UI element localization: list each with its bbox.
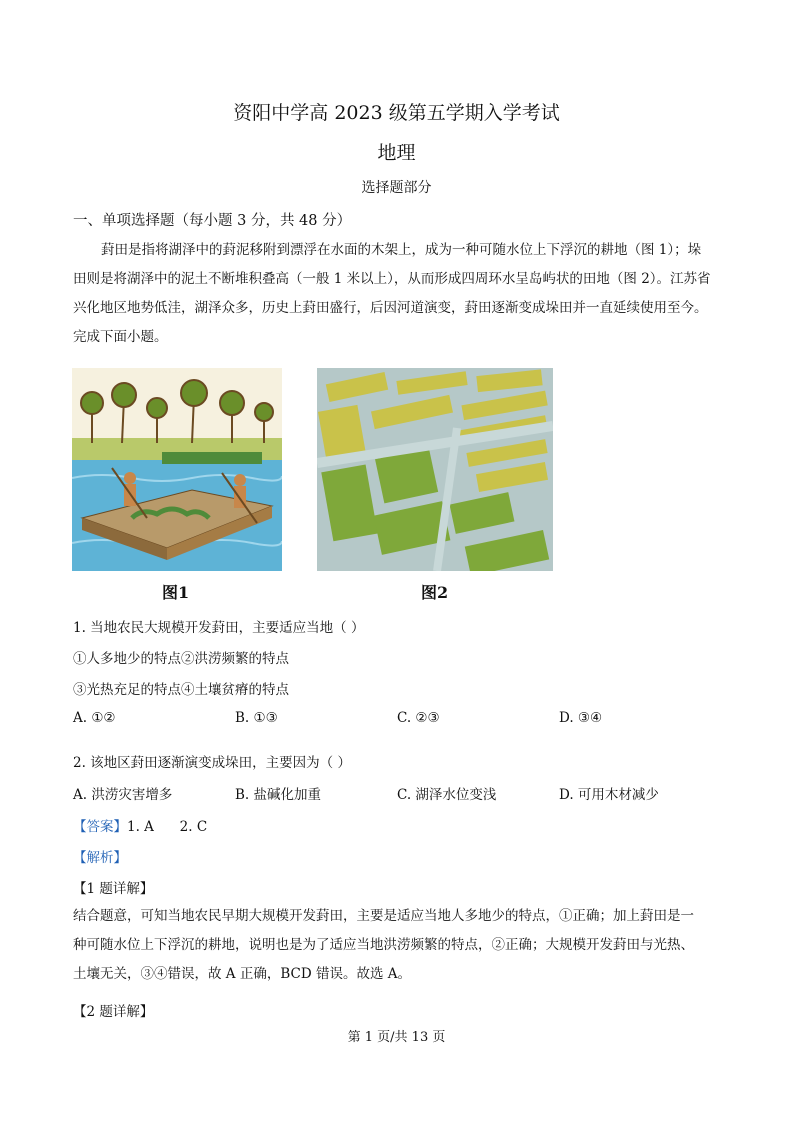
passage (73, 236, 723, 352)
answer-line (73, 815, 207, 835)
figure-1-caption: 图1 (162, 583, 190, 602)
exam-title: 资阳中学高 2023 级第五学期入学考试 (233, 102, 560, 124)
detail-2-tag: 【2 题详解】 (73, 1004, 154, 1020)
detail-line: 种可随水位上下浮沉的耕地，说明也是为了适应当地洪涝频繁的特点，②正确；大规模开发葑田与光热、 (73, 937, 694, 953)
q1-option-b: B. ①③ (235, 710, 278, 726)
figure-2-raised-fields-photo (317, 368, 553, 571)
passage-line: 兴化地区地势低洼，湖泽众多，历史上葑田盛行，后因河道演变，葑田逐渐变成垛田并一直延续使用至今。 (73, 300, 708, 316)
figure-2-caption: 图2 (421, 583, 449, 602)
detail-line: 土壤无关，③④错误，故 A 正确，BCD 错误。故选 A。 (73, 966, 411, 982)
question-1-stem: 1. 当地农民大规模开发葑田，主要适应当地（ ） (73, 620, 365, 636)
q1-option-a: A. ①② (73, 710, 116, 726)
section-heading: 一、单项选择题（每小题 3 分，共 48 分） (73, 213, 352, 229)
page-footer: 第 1 页/共 13 页 (347, 1030, 446, 1045)
passage-line: 完成下面小题。 (73, 329, 168, 345)
figure-1-floating-field-illustration (72, 368, 282, 571)
part-title: 选择题部分 (361, 180, 432, 196)
answer-text: 1. A 2. C (127, 819, 208, 835)
answer-tag: 【答案】 (73, 819, 127, 835)
q1-option-d: D. ③④ (559, 710, 603, 726)
q1-option-c: C. ②③ (397, 710, 440, 726)
detail-1-tag: 【1 题详解】 (73, 881, 154, 897)
q2-option-d: D. 可用木材减少 (559, 787, 659, 803)
analysis-tag: 【解析】 (73, 850, 127, 866)
question-1-statement-2: ③光热充足的特点④土壤贫瘠的特点 (73, 682, 289, 698)
q2-option-b: B. 盐碱化加重 (235, 787, 322, 803)
passage-line: 田则是将湖泽中的泥土不断堆积叠高（一般 1 米以上），从而形成四周环水呈岛屿状的田地（图 2）。江苏省 (73, 271, 711, 287)
q2-option-a: A. 洪涝灾害增多 (73, 787, 173, 803)
question-1-statement-1: ①人多地少的特点②洪涝频繁的特点 (73, 651, 289, 667)
detail-line: 结合题意，可知当地农民早期大规模开发葑田，主要是适应当地人多地少的特点，①正确；加上葑田是一 (73, 908, 694, 924)
question-2-stem: 2. 该地区葑田逐渐演变成垛田，主要因为（ ） (73, 755, 351, 771)
detail-1-body (73, 902, 733, 989)
q2-option-c: C. 湖泽水位变浅 (397, 787, 497, 803)
subject-title: 地理 (377, 142, 416, 164)
passage-line: 葑田是指将湖泽中的葑泥移附到漂浮在水面的木架上，成为一种可随水位上下浮沉的耕地（图 1）；垛 (101, 242, 702, 258)
